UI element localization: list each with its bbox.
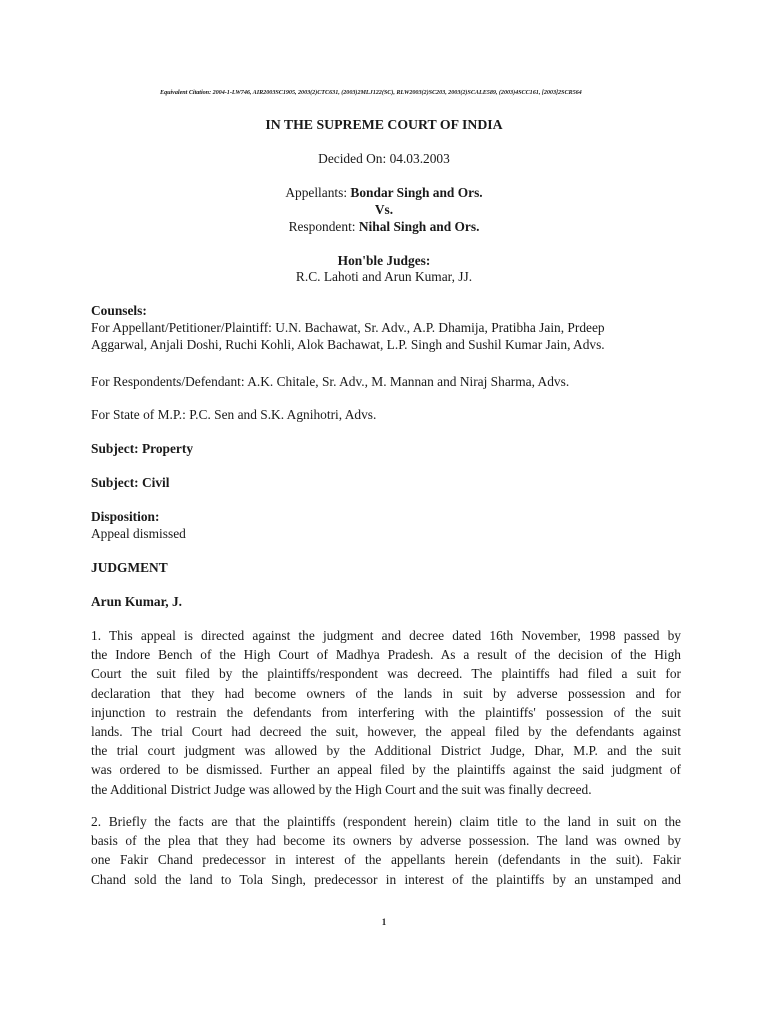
respondent-label: Respondent:	[288, 219, 359, 234]
versus: Vs.	[374, 202, 394, 217]
paragraph-1-line: was ordered to be dismissed. Further an appeal filed by the plaintiffs against the said judgment of	[91, 762, 681, 778]
paragraph-1-line: the Additional District Judge was allowed by the High Court and the suit was finally decreed.	[91, 781, 592, 797]
disposition-value: Appeal dismissed	[91, 526, 186, 541]
page-number: 1	[381, 917, 387, 927]
decided-date: 04.03.2003	[389, 151, 450, 166]
counsel-respondent: For Respondents/Defendant: A.K. Chitale, Sr. Adv., M. Mannan and Niraj Sharma, Advs.	[91, 374, 570, 389]
paragraph-1-line: Court the suit filed by the plaintiffs/respondent was decreed. The plaintiffs had filed a suit for	[91, 666, 681, 682]
judges-names: R.C. Lahoti and Arun Kumar, JJ.	[295, 269, 473, 284]
respondent-name: Nihal Singh and Ors.	[358, 219, 480, 234]
paragraph-2-line: one Fakir Chand predecessor in interest of the appellants herein (defendants in the suit). Fakir	[91, 852, 681, 868]
judges-heading: Hon'ble Judges:	[337, 253, 431, 268]
paragraph-1	[91, 626, 681, 799]
counsel-appellant-line-2: Aggarwal, Anjali Doshi, Ruchi Kohli, Alok Bachawat, L.P. Singh and Sushil Kumar Jain, Advs.	[91, 337, 605, 352]
court-title: IN THE SUPREME COURT OF INDIA	[265, 117, 503, 132]
decided-label: Decided On:	[318, 151, 390, 166]
respondent-line	[0, 219, 768, 235]
judgment-heading: JUDGMENT	[91, 560, 168, 575]
appellants-line	[0, 185, 768, 201]
counsel-state: For State of M.P.: P.C. Sen and S.K. Agnihotri, Advs.	[91, 407, 377, 422]
appellants-label: Appellants:	[285, 185, 351, 200]
paragraph-1-line: 1. This appeal is directed against the judgment and decree dated 16th November, 1998 passed by	[91, 628, 681, 643]
equivalent-citation: Equivalent Citation: 2004-1-LW746, AIR2003SC1905, 2003(2)CTC631, (2003)2MLJ122(SC), RLW2003(2)SC203, 2003(2)SCALE589, (2003)4SCC161, [2003]2SCR564	[160, 89, 582, 96]
judgment-author: Arun Kumar, J.	[91, 594, 183, 609]
subject-property: Subject: Property	[91, 441, 194, 456]
paragraph-2-line: basis of the plea that they had become its owners by adverse possession. The land was owned by	[91, 833, 681, 849]
disposition-heading: Disposition:	[91, 509, 160, 524]
paragraph-2-line: Chand sold the land to Tola Singh, predecessor in interest of the plaintiffs by an unstamped and	[91, 871, 681, 887]
paragraph-2	[91, 812, 681, 889]
counsels-heading: Counsels:	[91, 303, 147, 318]
appellants-name: Bondar Singh and Ors.	[350, 185, 483, 200]
paragraph-1-line: the Indore Bench of the High Court of Madhya Pradesh. As a result of the decision of the High	[91, 647, 681, 663]
subject-civil: Subject: Civil	[91, 475, 170, 490]
paragraph-1-line: injunction to restrain the defendants from interfering with the plaintiffs' possession of the suit	[91, 704, 681, 720]
paragraph-1-line: declaration that they had become owners of the lands in suit by adverse possession and for	[91, 685, 681, 701]
paragraph-2-line: 2. Briefly the facts are that the plaintiffs (respondent herein) claim title to the land in suit on the	[91, 814, 681, 829]
paragraph-1-line: the trial court judgment was allowed by the Additional District Judge, Dhar, M.P. and the suit	[91, 743, 681, 759]
paragraph-1-line: lands. The trial Court had decreed the suit, however, the appeal filed by the defendants against	[91, 723, 681, 739]
counsel-appellant-line-1: For Appellant/Petitioner/Plaintiff: U.N. Bachawat, Sr. Adv., A.P. Dhamija, Pratibha Jain, Prdeep	[91, 320, 605, 335]
decided-on	[0, 151, 768, 167]
